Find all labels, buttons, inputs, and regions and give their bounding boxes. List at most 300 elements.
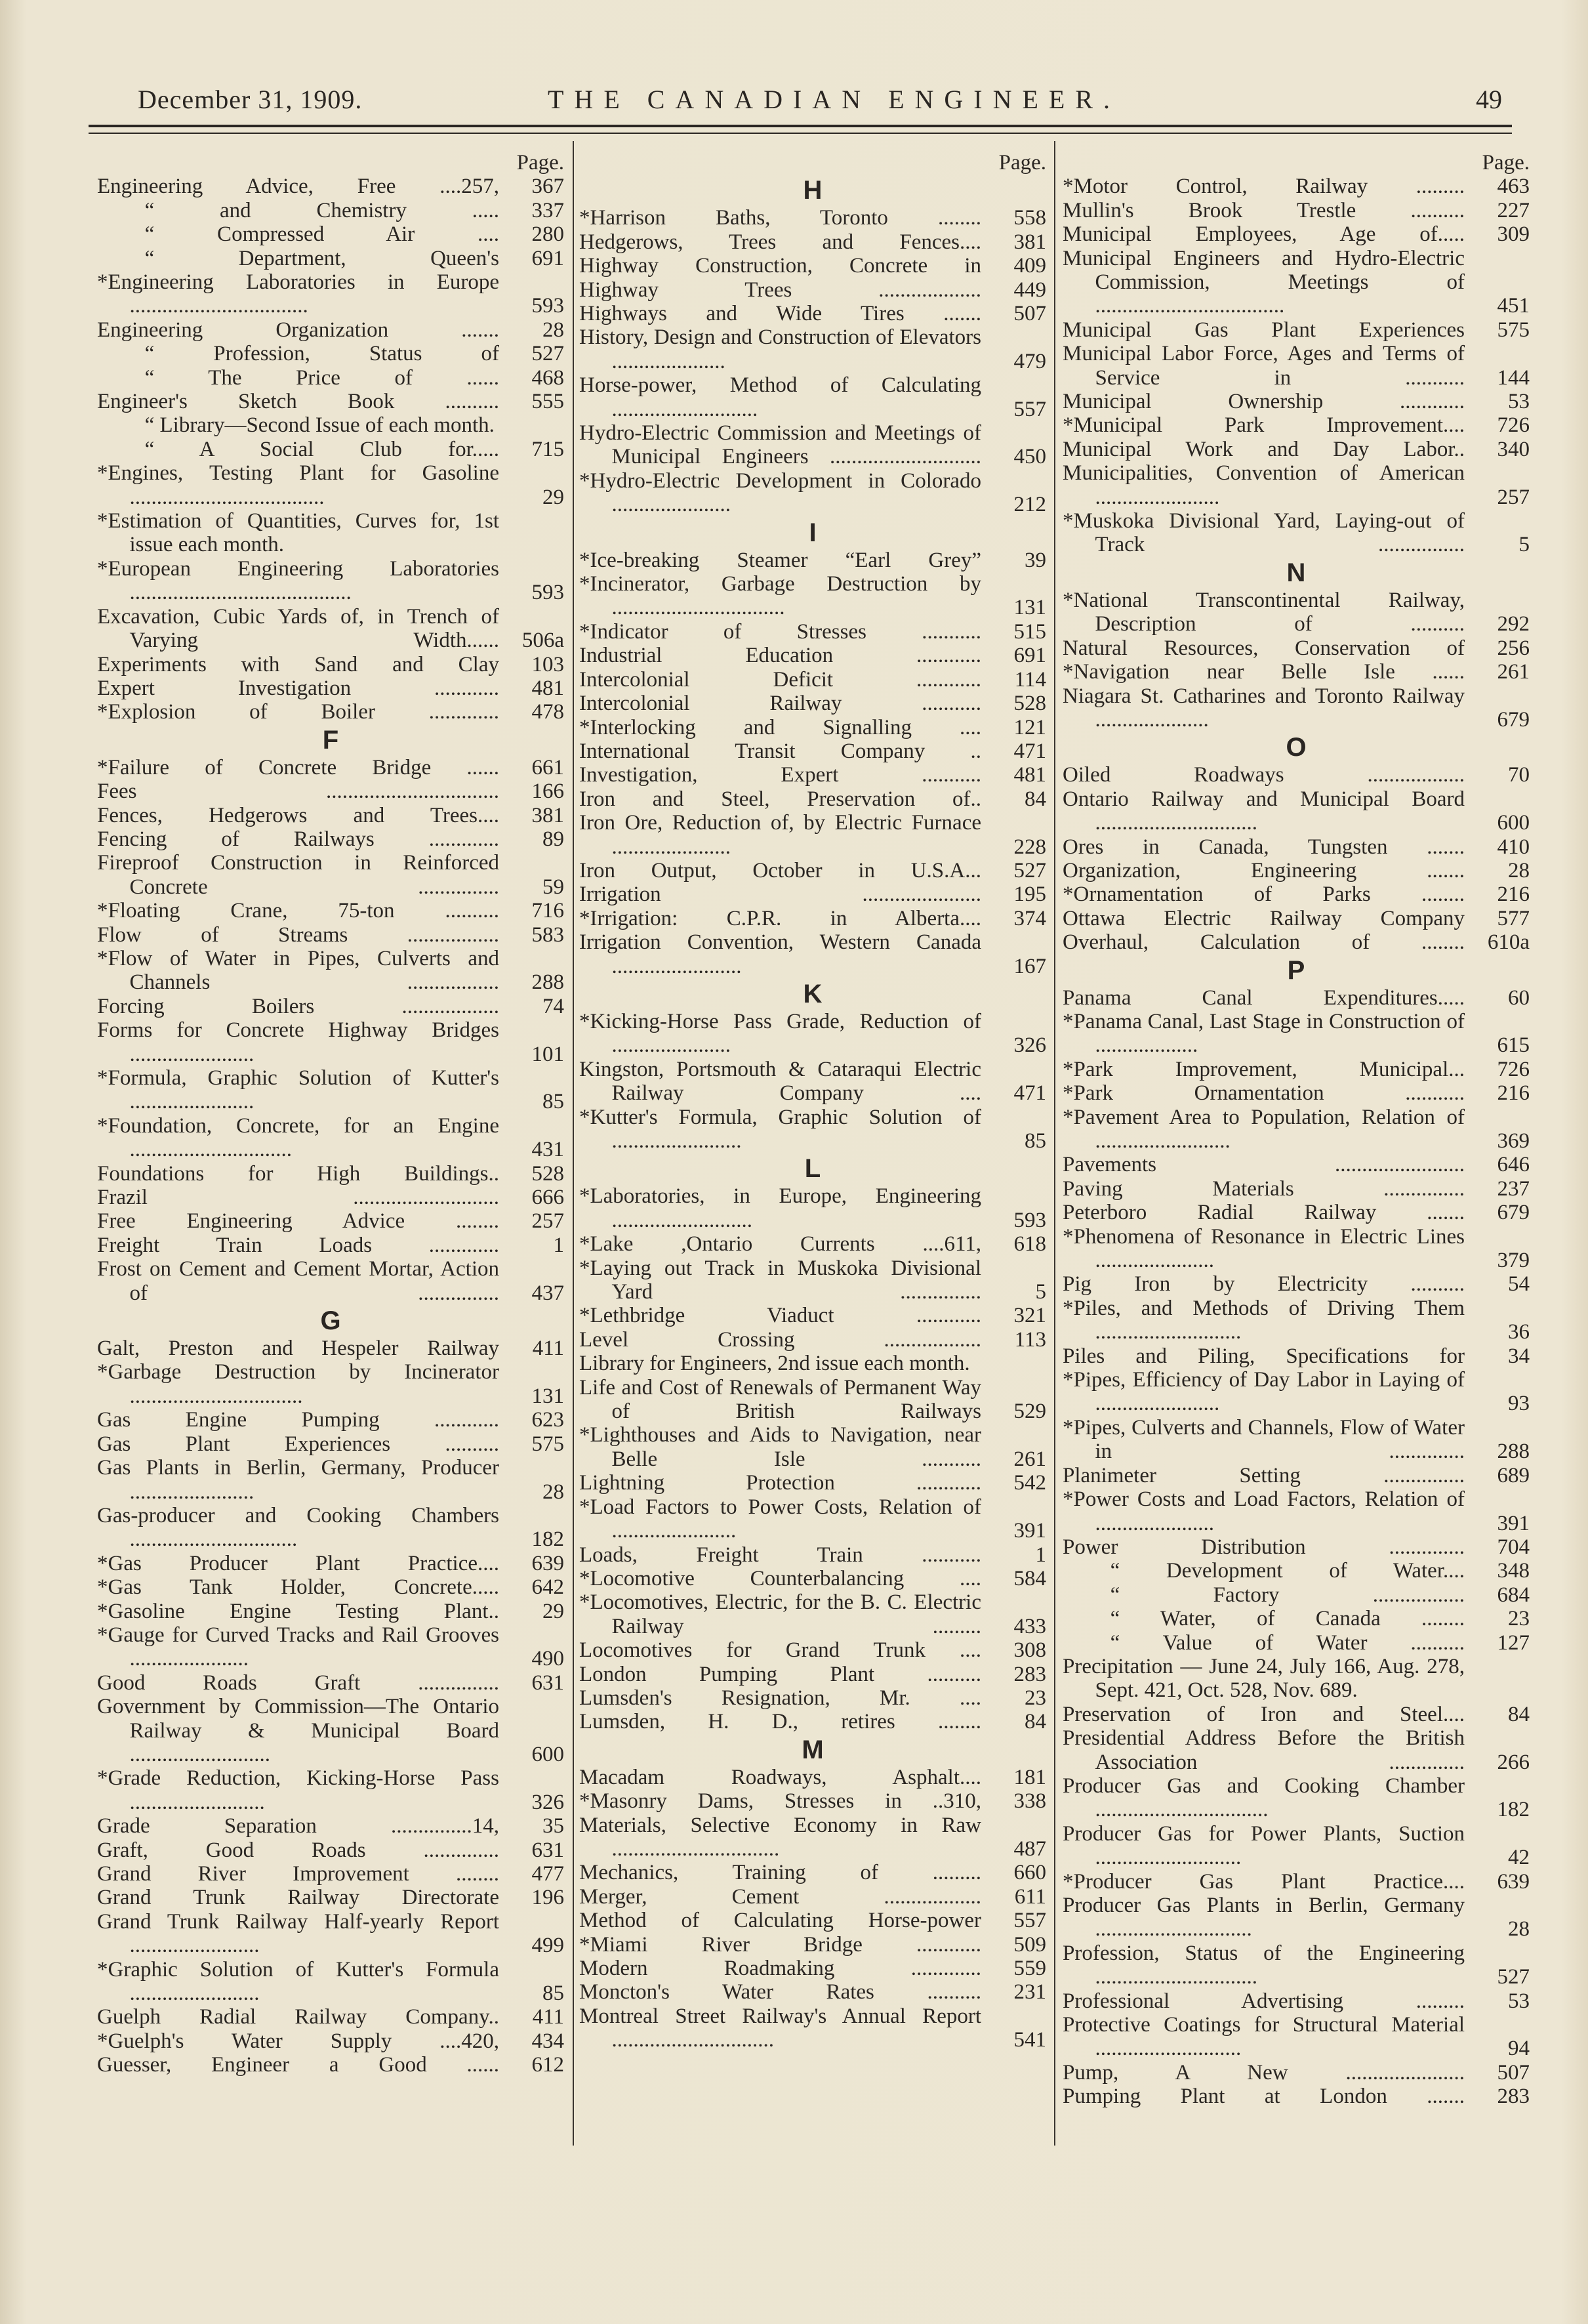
index-entry [97,1018,564,1066]
entry-page-ref: 449 [1013,278,1046,302]
entry-page-ref: 584 [1013,1566,1046,1590]
entry-page-ref: 507 [1497,2060,1530,2085]
entry-page-ref: 338 [1013,1789,1046,1814]
entry-page-ref: 237 [1497,1176,1530,1201]
index-entry [97,1575,564,1599]
index-entry [1063,1487,1530,1535]
entry-text: “ Development of Water.... [1110,1559,1465,1583]
entry-page-ref: 166 [531,779,564,804]
entry-page-ref: 379 [1497,1249,1530,1273]
entry-page-ref: 308 [1013,1638,1046,1663]
entry-text: Paving Materials ............... [1063,1176,1465,1201]
entry-text: Fireproof Construction in Reinforced Concrete ............... [97,851,499,899]
index-entry [97,1337,564,1360]
index-entry [97,1234,564,1257]
index-entry [1063,835,1530,859]
entry-page-ref: 528 [1013,692,1046,716]
index-entry [1063,986,1530,1010]
entry-text: *Motor Control, Railway ......... [1063,175,1465,199]
entry-text: Grand River Improvement ........ [97,1862,499,1886]
entry-page-ref: 28 [1508,1917,1530,1941]
entry-page-ref: 691 [1013,644,1046,668]
index-entry [579,1352,1046,1375]
index-entry [97,676,564,700]
entry-text: *Park Improvement, Municipal... [1063,1057,1465,1081]
entry-text: Method of Calculating Horse-power [579,1909,981,1933]
index-entry [579,1567,1046,1590]
entry-page-ref: 642 [531,1575,564,1600]
entry-page-ref: 28 [1508,858,1530,882]
entry-page-ref: 374 [1013,906,1046,930]
entry-page-ref: 593 [531,581,564,605]
index-entry [1063,342,1530,390]
index-entry [579,1710,1046,1733]
entry-text: Guelph Radial Railway Company.. [97,2005,499,2029]
entry-page-ref: 114 [1014,667,1046,692]
entry-text: Good Roads Graft ............... [97,1670,499,1695]
entry-text: Fees ................................ [97,779,499,804]
entry-text: *Ice-breaking Steamer “Earl Grey” [579,548,981,572]
index-entry [1063,1344,1530,1368]
index-entry [579,1663,1046,1686]
entry-page-ref: 283 [1013,1662,1046,1686]
index-entry [97,827,564,851]
entry-text: Pump, A New ...................... [1063,2060,1465,2085]
index-entry [1063,907,1530,930]
header-rule [89,125,1512,127]
index-entry [579,1471,1046,1495]
header-rule-thin [89,133,1512,134]
index-entry [579,1184,1046,1232]
entry-text: Library for Engineers, 2nd issue each month. [579,1352,970,1376]
entry-page-ref: 437 [531,1281,564,1305]
entry-text: Intercolonial Railway ........... [579,692,981,716]
entry-page-ref: 610a [1487,930,1530,955]
entry-text: Forms for Concrete Highway Bridges ....................... [97,1018,499,1066]
entry-text: Pumping Plant at London ....... [1063,2085,1465,2109]
entry-text: Highway Construction, Concrete in [579,254,981,278]
entry-text: Guesser, Engineer a Good ...... [97,2053,499,2077]
entry-page-ref: 691 [531,246,564,270]
entry-page-ref: 127 [1497,1630,1530,1655]
index-entry [97,1814,564,1838]
index-entry [1063,1703,1530,1726]
entry-page-ref: 216 [1497,882,1530,907]
entry-text: *Kutter's Formula, Graphic Solution of ........................ [579,1105,981,1153]
entry-page-ref: 433 [1013,1614,1046,1638]
index-entry [1063,1655,1530,1703]
entry-page-ref: 557 [1013,1909,1046,1933]
entry-text: International Transit Company .. [579,739,981,763]
index-entry [1063,222,1530,246]
entry-text: *Pavement Area to Population, Relation of ......................... [1063,1105,1465,1153]
index-entry [1063,636,1530,660]
entry-page-ref: 471 [1013,1081,1046,1106]
index-entry [1063,413,1530,437]
index-entry [1063,1272,1530,1296]
index-entry [1063,1201,1530,1224]
index-entry [579,254,1046,278]
index-entry [1063,684,1530,732]
index-entry [1063,589,1530,636]
entry-page-ref: 679 [1497,1201,1530,1225]
entry-page-ref: 5 [1518,533,1530,557]
entry-page-ref: 182 [1497,1798,1530,1822]
entry-page-ref: 29 [542,1599,564,1623]
entry-text: “ Factory ................. [1110,1583,1465,1607]
index-entry [97,247,564,270]
entry-text: “ A Social Club for..... [144,437,499,461]
entry-text: *Laying out Track in Muskoka Divisional Yard ............... [579,1256,981,1304]
entry-text: Level Crossing .................. [579,1327,981,1352]
entry-page-ref: 557 [1013,397,1046,421]
index-entry [579,620,1046,644]
entry-page-ref: 611 [1014,1884,1046,1909]
index-entry [579,859,1046,882]
entry-page-ref: 231 [1013,1980,1046,2004]
index-entry [97,1186,564,1209]
entry-page-ref: 103 [531,652,564,676]
entry-page-ref: 212 [1013,493,1046,517]
entry-text: Gas Plant Experiences .......... [97,1432,499,1456]
entry-page-ref: 411 [532,1337,564,1361]
index-entry [579,1638,1046,1662]
index-entry [579,1885,1046,1909]
entry-text: *Masonry Dams, Stresses in ..310, [579,1789,981,1814]
entry-text: *Engineering Laboratories in Europe ................................. [97,270,499,318]
index-entry [579,907,1046,930]
entry-page-ref: 666 [531,1186,564,1210]
entry-page-ref: 478 [531,700,564,724]
entry-page-ref: 509 [1013,1932,1046,1957]
index-entry [579,763,1046,787]
entry-text: Piles and Piling, Specifications for [1063,1344,1465,1368]
index-entry [97,1066,564,1114]
entry-text: Fencing of Railways ............. [97,827,499,851]
entry-page-ref: 228 [1013,835,1046,859]
entry-page-ref: 479 [1013,349,1046,373]
entry-page-ref: 94 [1508,2037,1530,2061]
issue-date: December 31, 1909. [138,85,363,114]
page-column-label: Page. [998,151,1046,175]
index-column-2 [579,151,1046,2052]
index-entry [1063,175,1530,198]
entry-page-ref: 481 [531,676,564,700]
entry-page-ref: 434 [531,2029,564,2053]
entry-page-ref: 639 [531,1551,564,1575]
index-entry [97,1456,564,1504]
entry-page-ref: 93 [1508,1392,1530,1416]
entry-page-ref: 227 [1497,198,1530,222]
index-entry [579,716,1046,739]
column-divider [573,141,574,2146]
entry-page-ref: 53 [1508,1989,1530,2013]
entry-page-ref: 559 [1013,1957,1046,1981]
index-entry [1063,1368,1530,1416]
entry-text: *Miami River Bridge ............ [579,1932,981,1957]
entry-text: *Graphic Solution of Kutter's Formula ........................ [97,1957,499,2006]
entry-page-ref: 381 [531,803,564,827]
entry-page-ref: 450 [1013,445,1046,469]
index-entry [1063,1822,1530,1870]
index-entry [579,1980,1046,2004]
entry-text: Excavation, Cubic Yards of, in Trench of Varying Width...... [97,604,499,653]
index-entry [579,1933,1046,1957]
index-entry [97,1360,564,1408]
entry-text: Profession, Status of the Engineering .............................. [1063,1941,1465,1989]
entry-text: *Flow of Water in Pipes, Culverts and Channels ................. [97,946,499,995]
entry-page-ref: 1 [1035,1543,1046,1567]
entry-text: Professional Advertising ......... [1063,1989,1465,2013]
index-entry [97,1886,564,1909]
index-entry [1063,461,1530,509]
entry-text: Freight Train Loads ............. [97,1233,499,1257]
page-number: 49 [1476,85,1502,114]
entry-page-ref: 167 [1013,954,1046,978]
entry-page-ref: 326 [1013,1033,1046,1058]
index-entry [1063,1535,1530,1559]
entry-text: *Locomotive Counterbalancing .... [579,1566,981,1590]
section-letter: K [803,979,823,1008]
entry-text: *Engines, Testing Plant for Gasoline .................................... [97,461,499,509]
index-entry [579,1957,1046,1980]
entry-page-ref: 716 [531,899,564,923]
entry-text: Municipalities, Convention of American ....................... [1063,461,1465,509]
entry-page-ref: 575 [1497,318,1530,342]
section-letter: P [1287,955,1305,985]
entry-text: Natural Resources, Conservation of [1063,636,1465,660]
index-entry [97,1432,564,1456]
entry-text: *Estimation of Quantities, Curves for, 1st issue each month. [97,509,499,557]
entry-page-ref: 28 [542,1480,564,1504]
entry-text: *Lake ,Ontario Currents ....611, [579,1232,981,1256]
index-entry [97,318,564,342]
entry-page-ref: 391 [1497,1511,1530,1535]
entry-page-ref: 507 [1013,302,1046,326]
index-entry [97,199,564,222]
entry-page-ref: 463 [1497,175,1530,199]
entry-page-ref: 451 [1497,294,1530,318]
entry-text: *Pipes, Culverts and Channels, Flow of Water in .............. [1063,1415,1465,1464]
index-entry [97,779,564,803]
index-entry [579,1543,1046,1567]
entry-text: *Grade Reduction, Kicking-Horse Pass ......................... [97,1766,499,1814]
index-entry [97,1766,564,1814]
entry-page-ref: 113 [1014,1327,1046,1352]
index-entry [1063,390,1530,413]
entry-text: Iron and Steel, Preservation of.. [579,787,981,811]
entry-text: Kingston, Portsmouth & Cataraqui Electric Railway Company .... [579,1057,981,1106]
entry-page-ref: 527 [1497,1965,1530,1989]
entry-page-ref: 529 [1013,1400,1046,1424]
entry-page-ref: 431 [531,1138,564,1162]
entry-text: Galt, Preston and Hespeler Railway [97,1337,499,1361]
index-entry [1063,1081,1530,1105]
section-letter: N [1286,558,1306,587]
entry-text: Gas Engine Pumping ............ [97,1408,499,1432]
index-entry [97,1552,564,1575]
index-entry [579,549,1046,572]
entry-text: *Incinerator, Garbage Destruction by ................................ [579,572,981,620]
entry-page-ref: 74 [542,994,564,1018]
index-entry [97,342,564,365]
entry-text: Gas Plants in Berlin, Germany, Producer ....................... [97,1456,499,1504]
entry-page-ref: 679 [1497,707,1530,732]
index-entry [1063,1989,1530,2013]
index-entry [97,390,564,413]
entry-text: Lightning Protection ............ [579,1471,981,1495]
entry-text: “ Library—Second Issue of each month. [144,413,495,438]
entry-page-ref: 618 [1013,1232,1046,1256]
journal-title: THE CANADIAN ENGINEER. [548,85,1121,114]
index-entry [97,1671,564,1695]
entry-text: Expert Investigation ............ [97,676,499,700]
entry-text: Irrigation ...................... [579,882,981,907]
entry-page-ref: 481 [1013,763,1046,787]
entry-text: “ Profession, Status of [144,342,499,366]
index-entry [579,230,1046,254]
index-entry [97,557,564,605]
entry-page-ref: 527 [531,342,564,366]
entry-text: Municipal Gas Plant Experiences [1063,318,1465,342]
entry-text: Municipal Employees, Age of..... [1063,222,1465,247]
entry-text: Municipal Work and Day Labor.. [1063,437,1465,461]
entry-page-ref: 256 [1497,636,1530,660]
index-entry [97,1862,564,1886]
entry-text: Panama Canal Expenditures..... [1063,986,1465,1010]
entry-page-ref: 623 [531,1408,564,1432]
entry-text: Graft, Good Roads .............. [97,1838,499,1862]
entry-text: Municipal Ownership ............ [1063,390,1465,414]
entry-page-ref: 34 [1508,1344,1530,1368]
section-letter: M [802,1735,824,1764]
page-column-label: Page. [516,151,564,175]
index-entry [97,1162,564,1186]
entry-page-ref: 600 [531,1742,564,1766]
entry-text: Loads, Freight Train ........... [579,1543,981,1567]
index-entry [1063,1225,1530,1273]
index-entry [97,1257,564,1305]
entry-page-ref: 121 [1013,715,1046,739]
index-entry [1063,2061,1530,2085]
entry-text: *Gasoline Engine Testing Plant.. [97,1599,499,1623]
entry-text: Grand Trunk Railway Directorate [97,1886,499,1910]
entry-page-ref: 261 [1013,1447,1046,1471]
entry-text: *Indicator of Stresses ........... [579,619,981,644]
entry-text: *Pipes, Efficiency of Day Labor in Laying of ....................... [1063,1368,1465,1416]
index-entry [579,882,1046,906]
entry-page-ref: 411 [532,2005,564,2029]
index-entry [1063,1774,1530,1822]
entry-text: Niagara St. Catharines and Toronto Railway ..................... [1063,684,1465,732]
entry-text: Life and Cost of Renewals of Permanent Way of British Railways [579,1375,981,1424]
entry-text: Frazil ........................... [97,1186,499,1210]
entry-page-ref: 593 [531,294,564,318]
entry-text: Locomotives for Grand Trunk .... [579,1638,981,1663]
entry-text: *Load Factors to Power Costs, Relation of ....................... [579,1495,981,1543]
entry-page-ref: 39 [1025,548,1046,572]
entry-text: *Gas Producer Plant Practice.... [97,1551,499,1575]
entry-text: Intercolonial Deficit ............ [579,667,981,692]
index-entry [579,644,1046,667]
entry-text: Organization, Engineering ....... [1063,858,1465,882]
entry-text: *Lethbridge Viaduct ............ [579,1304,981,1328]
entry-text: Ores in Canada, Tungsten ....... [1063,835,1465,859]
entry-text: *National Transcontinental Railway, Description of .......... [1063,588,1465,636]
index-entry [97,923,564,947]
entry-page-ref: 631 [531,1838,564,1862]
index-entry [1063,1870,1530,1894]
index-entry [579,572,1046,620]
index-entry [579,1010,1046,1058]
index-entry [97,947,564,995]
index-entry [579,469,1046,517]
entry-page-ref: 684 [1497,1583,1530,1607]
entry-text: Lumsden's Resignation, Mr. .... [579,1686,981,1710]
entry-page-ref: 528 [531,1161,564,1186]
entry-text: *Gas Tank Holder, Concrete..... [97,1575,499,1600]
index-entry [97,1838,564,1862]
entry-text: *Harrison Baths, Toronto ........ [579,206,981,230]
index-entry [97,2005,564,2029]
entry-page-ref: 182 [531,1527,564,1552]
entry-text: History, Design and Construction of Elevators ..................... [579,325,981,373]
entry-text: Municipal Labor Force, Ages and Terms of Service in ........... [1063,342,1465,390]
index-entry [97,756,564,779]
entry-page-ref: 1 [553,1233,564,1257]
entry-page-ref: 288 [531,970,564,995]
index-entry [1063,509,1530,557]
entry-text: *Piles, and Methods of Driving Them ........................... [1063,1296,1465,1344]
entry-text: Forcing Boilers .................. [97,994,499,1018]
entry-text: Engineering Organization ....... [97,318,499,342]
entry-page-ref: 261 [1497,660,1530,684]
entry-text: *Navigation near Belle Isle ...... [1063,660,1465,684]
entry-text: Engineer's Sketch Book .......... [97,390,499,414]
index-entry [97,1958,564,2006]
entry-page-ref: 337 [531,198,564,222]
entry-page-ref: 35 [542,1814,564,1838]
entry-page-ref: 515 [1013,619,1046,644]
entry-page-ref: 409 [1013,254,1046,278]
index-entry [97,995,564,1018]
index-entry [579,787,1046,811]
entry-page-ref: 367 [531,175,564,199]
entry-page-ref: 144 [1497,365,1530,390]
entry-page-ref: 42 [1508,1846,1530,1870]
entry-page-ref: 70 [1508,763,1530,787]
entry-page-ref: 541 [1013,2028,1046,2052]
entry-page-ref: 704 [1497,1535,1530,1559]
entry-text: *Park Ornamentation ........... [1063,1081,1465,1106]
entry-page-ref: 85 [1025,1129,1046,1153]
entry-page-ref: 29 [542,485,564,509]
entry-page-ref: 477 [531,1862,564,1886]
index-entry [97,605,564,653]
index-entry [1063,930,1530,954]
entry-page-ref: 555 [531,390,564,414]
index-entry [579,302,1046,325]
index-entry [97,222,564,246]
entry-page-ref: 726 [1497,1057,1530,1081]
entry-text: Engineering Advice, Free ....257, [97,175,499,199]
entry-text: Protective Coatings for Structural Material ........................... [1063,2013,1465,2061]
entry-text: *Floating Crane, 75-ton .......... [97,899,499,923]
index-entry [97,2029,564,2053]
entry-page-ref: 527 [1013,858,1046,882]
index-entry [1063,438,1530,461]
index-entry [97,653,564,676]
